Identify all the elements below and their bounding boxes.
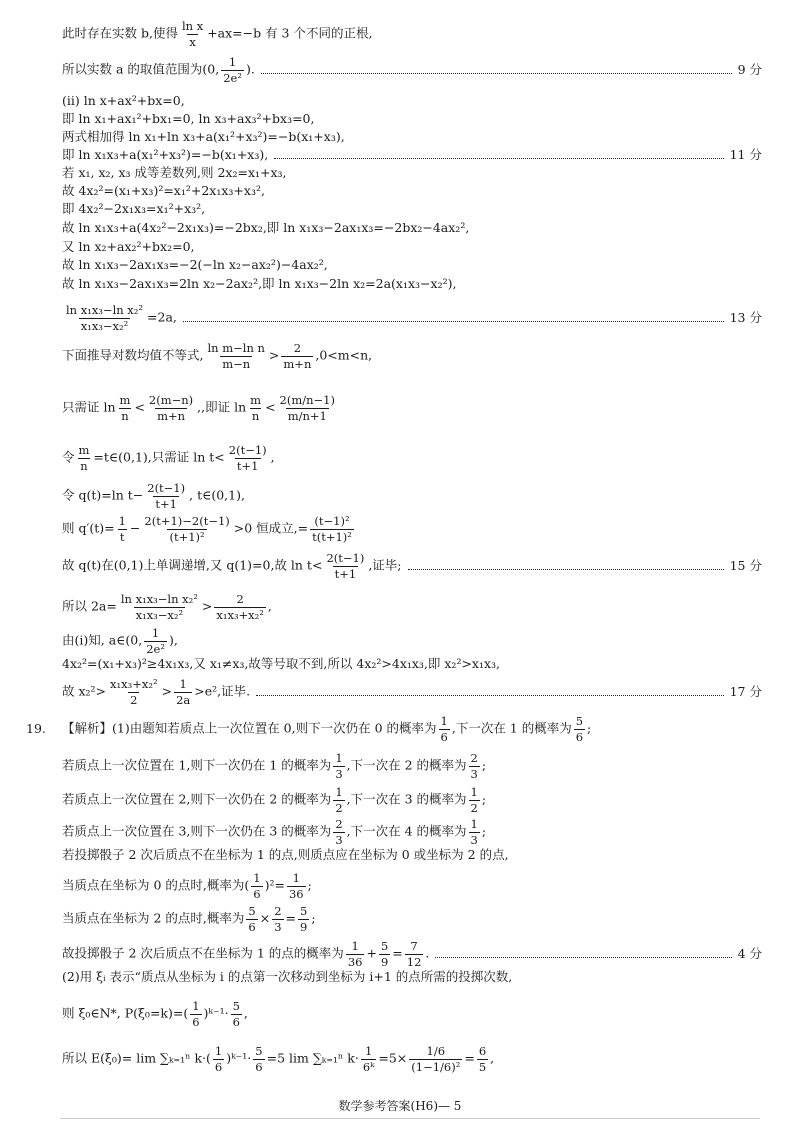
numerator: 1 — [440, 714, 448, 728]
denominator: 6 — [253, 886, 261, 901]
denominator: t(t+1)² — [312, 529, 352, 544]
denominator: 6 — [232, 1014, 240, 1029]
fraction — [221, 56, 244, 84]
numerator: 1/6 — [426, 1044, 446, 1058]
fraction — [180, 20, 205, 48]
numerator: 1 — [118, 514, 126, 528]
solution-line — [62, 56, 762, 84]
line-segment: )ᵏ⁻¹· — [226, 1050, 252, 1066]
fraction — [574, 715, 585, 743]
line-segment: ), — [168, 632, 178, 648]
line-text — [62, 20, 372, 48]
fraction — [272, 905, 283, 933]
numerator: m — [250, 393, 262, 407]
fraction — [333, 786, 344, 814]
fraction — [142, 515, 231, 543]
solution-line — [62, 678, 762, 706]
denominator: 6 — [214, 1059, 223, 1074]
line-text — [62, 444, 275, 472]
line-segment: , — [243, 1005, 248, 1021]
score-mark: 11 分 — [729, 147, 762, 162]
line-segment: 所以实数 a 的取值范围为(0, — [62, 61, 220, 77]
fraction — [214, 593, 266, 621]
line-text — [62, 56, 255, 84]
fraction — [77, 444, 92, 472]
fraction — [361, 1045, 377, 1073]
line-segment: . — [425, 945, 430, 961]
line-segment: ,下一次在 3 的概率为 — [346, 791, 467, 807]
line-text — [62, 1000, 248, 1028]
line-segment: 令 — [62, 449, 75, 465]
line-segment: ,下一次在 1 的概率为 — [451, 720, 572, 736]
line-text — [62, 818, 486, 846]
fraction — [469, 818, 480, 846]
line-segment: , — [270, 449, 275, 465]
denominator: x₁x₃−x₂² — [135, 607, 184, 622]
numerator: 2 — [335, 817, 343, 831]
page-footer: 数学参考答案(H6)— 5 — [338, 1099, 462, 1113]
line-text — [62, 752, 486, 780]
solution-line — [62, 1045, 762, 1073]
line-segment: )²= — [264, 877, 285, 893]
fraction — [310, 515, 354, 543]
solution-line — [62, 593, 762, 621]
line-text — [62, 1045, 494, 1073]
solution-line — [62, 905, 762, 933]
fraction — [190, 1000, 201, 1028]
line-segment: 此时存在实数 b,使得 — [62, 25, 178, 41]
footer-rule — [60, 1118, 760, 1119]
line-segment: =5 lim ∑ₖ₌₁ⁿ k· — [266, 1050, 359, 1066]
solution-line — [62, 444, 762, 472]
line-segment: =2a, — [147, 309, 177, 325]
line-segment: 若质点上一次位置在 2,则下一次仍在 2 的概率为 — [62, 791, 332, 807]
line-segment: 即 ln x₁x₃+a(x₁²+x₃²)=−b(x₁+x₃), — [62, 147, 269, 162]
line-text — [62, 94, 185, 108]
numerator: ln x₁x₃−ln x₂² — [120, 592, 198, 606]
denominator: (t+1)² — [169, 529, 205, 544]
fraction — [118, 394, 133, 422]
solution-line — [62, 818, 762, 846]
leader-dots — [274, 158, 723, 159]
solution-line — [62, 304, 762, 332]
numerator: 7 — [410, 939, 418, 953]
solution-line — [62, 202, 762, 216]
line-segment: ,即证 ln — [201, 399, 247, 415]
numerator: 1 — [179, 677, 187, 691]
line-segment: < — [265, 399, 276, 415]
line-segment: 若质点上一次位置在 3,则下一次仍在 3 的概率为 — [62, 823, 332, 839]
line-text — [62, 970, 512, 984]
leader-dots — [408, 569, 724, 570]
denominator: 36 — [347, 954, 363, 969]
fraction — [174, 678, 192, 706]
line-segment: 当质点在坐标为 0 的点时,概率为( — [62, 877, 250, 893]
denominator: (1−1/6)² — [411, 1059, 461, 1074]
fraction — [251, 872, 262, 900]
line-segment: > — [268, 347, 280, 363]
line-text — [62, 593, 272, 621]
denominator: 9 — [380, 954, 389, 969]
line-text — [62, 130, 345, 144]
line-segment: + — [366, 945, 377, 961]
line-segment: ; — [307, 877, 312, 893]
line-segment: ,证毕; — [368, 557, 402, 573]
line-segment: 由(ⅰ)知, a∈(0, — [62, 632, 143, 648]
line-text — [62, 715, 591, 743]
line-segment: , t∈(0,1), — [189, 487, 245, 503]
fraction — [469, 752, 480, 780]
line-segment: 若 x₁, x₂, x₃ 成等差数列,则 2x₂=x₁+x₃, — [62, 165, 287, 180]
line-segment: 令 q(t)=ln t− — [62, 487, 144, 503]
line-segment: = — [297, 520, 309, 536]
denominator: 6 — [192, 1014, 200, 1029]
line-segment: +ax=−b 有 3 个不同的正根, — [207, 25, 373, 41]
score-mark: 9 分 — [737, 61, 762, 77]
solution-line — [62, 786, 762, 814]
line-text — [62, 258, 328, 272]
solution-line — [62, 258, 762, 272]
solution-line — [62, 240, 762, 254]
line-segment: >e²,证毕. — [194, 683, 251, 699]
numerator: x₁x₃+x₂² — [110, 677, 158, 691]
numerator: (t−1)² — [314, 514, 350, 528]
denominator: t+1 — [334, 566, 357, 581]
fraction — [298, 905, 309, 933]
solution-line — [62, 20, 762, 48]
numerator: m — [78, 443, 90, 457]
denominator: x₁x₃−x₂² — [80, 318, 129, 333]
fraction — [333, 752, 344, 780]
solution-line — [62, 940, 762, 968]
line-segment: )ᵏ⁻¹· — [203, 1005, 229, 1021]
denominator: t+1 — [155, 496, 177, 511]
solution-line — [26, 714, 762, 744]
denominator: 3 — [470, 766, 478, 781]
solution-line — [62, 515, 762, 543]
numerator: 1 — [470, 817, 478, 831]
line-segment: ). — [245, 61, 255, 77]
solution-line — [62, 394, 762, 422]
line-segment: = — [464, 1050, 475, 1066]
score-mark: 4 分 — [737, 945, 762, 961]
fraction — [253, 1045, 264, 1073]
numerator: 2 — [293, 341, 302, 355]
numerator: 2 — [470, 751, 478, 765]
line-segment: >0 恒成立, — [233, 520, 298, 536]
fraction — [145, 482, 187, 510]
line-segment: =t∈(0,1),只需证 ln t< — [93, 449, 225, 465]
score-mark: 13 分 — [729, 309, 762, 325]
score-mark: 15 分 — [729, 557, 762, 573]
denominator: 2a — [176, 692, 191, 707]
line-segment: 故 4x₂²=(x₁+x₃)²=x₁²+2x₁x₃+x₃², — [62, 183, 265, 198]
line-segment: 故 x₂²> — [62, 683, 107, 699]
solution-line — [62, 148, 762, 162]
line-segment: , — [267, 598, 272, 614]
numerator: 2(m−n) — [148, 393, 194, 407]
fraction — [64, 304, 145, 332]
line-text — [62, 202, 205, 216]
line-segment: 故 ln x₁x₃+a(4x₂²−2x₁x₃)=−2bx₂,即 ln x₁x₃−2ax₁x₃=−2bx₂−4ax₂², — [62, 220, 470, 235]
solution-line — [62, 482, 762, 510]
solution-line — [62, 627, 762, 655]
fraction — [144, 627, 167, 655]
line-segment: 若投掷骰子 2 次后质点不在坐标为 1 的点,则质点应在坐标为 0 或坐标为 2 的点, — [62, 847, 509, 862]
line-segment: ; — [481, 823, 487, 839]
solution-line — [62, 752, 762, 780]
numerator: 1 — [335, 785, 343, 799]
fraction — [333, 818, 344, 846]
denominator: n — [251, 408, 260, 423]
line-segment: 两式相加得 ln x₁+ln x₃+a(x₁²+x₃²)=−b(x₁+x₃), — [62, 129, 345, 144]
line-segment: 4x₂²=(x₁+x₃)²≥4x₁x₃,又 x₁≠x₃,故等号取不到,所以 4x₂²>4x₁x₃,即 x₂²>x₁x₃, — [62, 656, 501, 671]
score-mark: 17 分 — [729, 683, 762, 699]
denominator: m/n+1 — [287, 408, 327, 423]
denominator: n — [80, 458, 88, 473]
line-text — [62, 940, 429, 968]
solution-line — [62, 342, 762, 370]
numerator: 5 — [380, 939, 389, 953]
solution-line — [62, 848, 762, 862]
fraction — [205, 342, 266, 370]
fraction — [213, 1045, 224, 1073]
line-text — [62, 148, 268, 162]
solution-line — [62, 94, 762, 108]
denominator: 6 — [440, 729, 448, 744]
line-text — [62, 277, 456, 291]
denominator: 3 — [335, 832, 343, 847]
numerator: 5 — [248, 904, 256, 918]
line-segment: > — [201, 598, 213, 614]
solution-line — [62, 112, 762, 126]
line-segment: 故 ln x₁x₃−2ax₁x₃=2ln x₂−2ax₂²,即 ln x₁x₃−2ln x₂=2a(x₁x₃−x₂²), — [62, 276, 457, 291]
line-segment: 只需证 ln — [62, 399, 116, 415]
denominator: m−n — [222, 356, 251, 371]
fraction — [278, 394, 337, 422]
solution-line — [62, 130, 762, 144]
fraction — [324, 552, 366, 580]
line-text — [62, 342, 372, 370]
line-segment: 所以 2a= — [62, 598, 117, 614]
denominator: 6 — [255, 1059, 263, 1074]
denominator: x₁x₃+x₂² — [216, 607, 264, 622]
numerator: 1 — [192, 999, 200, 1013]
solution-line — [62, 970, 762, 984]
denominator: t — [119, 529, 125, 544]
line-segment: ,下一次在 2 的概率为 — [346, 757, 467, 773]
denominator: t+1 — [236, 458, 259, 473]
denominator: 3 — [335, 766, 343, 781]
numerator: ln x — [181, 19, 204, 33]
leader-dots — [183, 321, 724, 322]
line-segment: , — [490, 1050, 495, 1066]
denominator: 2 — [470, 800, 478, 815]
line-segment: ; — [311, 910, 316, 926]
denominator: 2e² — [223, 70, 242, 85]
denominator: 2 — [335, 800, 343, 815]
numerator: 1 — [214, 1044, 223, 1058]
denominator: 6ᵏ — [362, 1059, 375, 1074]
numerator: 5 — [232, 999, 240, 1013]
line-text — [62, 552, 402, 580]
line-segment: ,0<m<n, — [315, 347, 373, 363]
line-segment: − — [129, 520, 141, 536]
denominator: x — [189, 34, 196, 49]
line-text — [62, 184, 265, 198]
line-text — [62, 240, 195, 254]
denominator: 3 — [470, 832, 478, 847]
line-segment: 【解析】(1)由题知若质点上一次位置在 0,则下一次仍在 0 的概率为 — [62, 720, 437, 736]
numerator: 2(t−1) — [147, 481, 186, 495]
denominator: 5 — [478, 1059, 487, 1074]
leader-dots — [435, 957, 731, 958]
question-number: 19. — [26, 720, 46, 736]
numerator: 5 — [575, 714, 584, 728]
line-segment: 又 ln x₂+ax₂²+bx₂=0, — [62, 239, 195, 254]
line-text — [62, 786, 486, 814]
numerator: 2(m/n−1) — [279, 393, 335, 407]
solution-line — [62, 552, 762, 580]
line-segment: ; — [481, 791, 487, 807]
line-segment: = — [392, 945, 403, 961]
solution-line — [62, 1000, 762, 1028]
denominator: 36 — [288, 886, 304, 901]
solution-line — [62, 166, 762, 180]
fraction — [409, 1045, 462, 1073]
numerator: 2(t+1)−2(t−1) — [144, 514, 230, 528]
line-segment: 故投掷骰子 2 次后质点不在坐标为 1 的点的概率为 — [62, 945, 344, 961]
fraction — [227, 444, 269, 472]
numerator: m — [119, 393, 131, 407]
line-segment: 即 ln x₁+ax₁²+bx₁=0, ln x₃+ax₃²+bx₃=0, — [62, 111, 315, 126]
line-text — [62, 482, 245, 510]
line-segment: < — [134, 399, 145, 415]
line-text — [62, 657, 500, 671]
line-segment: ; — [481, 757, 487, 773]
fraction — [439, 715, 450, 743]
denominator: 2e² — [146, 641, 165, 656]
line-segment: ; — [587, 720, 592, 736]
solution-line — [62, 277, 762, 291]
line-text — [62, 627, 178, 655]
line-text — [62, 221, 469, 235]
fraction — [246, 905, 257, 933]
line-segment: =5× — [378, 1050, 408, 1066]
numerator: 2 — [274, 904, 282, 918]
fraction — [405, 940, 424, 968]
line-segment: , — [197, 399, 202, 415]
solution-line — [62, 657, 762, 671]
denominator: m+n — [283, 356, 312, 371]
line-text — [62, 166, 287, 180]
numerator: 2(t−1) — [326, 551, 365, 565]
fraction — [281, 342, 313, 370]
denominator: 6 — [248, 919, 256, 934]
denominator: 6 — [575, 729, 584, 744]
line-segment: 当质点在坐标为 2 的点时,概率为 — [62, 910, 245, 926]
numerator: 1 — [351, 939, 359, 953]
denominator: n — [121, 408, 129, 423]
line-segment: 若质点上一次位置在 1,则下一次仍在 1 的概率为 — [62, 757, 332, 773]
solution-line — [62, 872, 762, 900]
numerator: 5 — [255, 1044, 263, 1058]
numerator: 2 — [236, 592, 244, 606]
numerator: ln x₁x₃−ln x₂² — [66, 303, 144, 317]
line-segment: > — [161, 683, 173, 699]
line-text — [62, 515, 356, 543]
line-text — [62, 872, 312, 900]
solution-line — [62, 184, 762, 198]
line-text — [62, 905, 316, 933]
numerator: 2(t−1) — [228, 443, 267, 457]
denominator: 2 — [130, 692, 138, 707]
line-segment: 所以 E(ξ₀)= lim ∑ₖ₌₁ⁿ k·( — [62, 1050, 211, 1066]
line-segment: 则 q′(t)= — [62, 520, 115, 536]
numerator: 1 — [292, 871, 300, 885]
line-segment: × — [259, 910, 271, 926]
numerator: 1 — [335, 751, 343, 765]
denominator: 12 — [406, 954, 422, 969]
numerator: ln m−ln n — [207, 341, 265, 355]
denominator: m+n — [157, 408, 186, 423]
numerator: 1 — [151, 626, 160, 640]
line-segment: 故 ln x₁x₃−2ax₁x₃=−2(−ln x₂−ax₂²)−4ax₂², — [62, 257, 328, 272]
fraction — [248, 394, 263, 422]
line-segment: 即 4x₂²−2x₁x₃=x₁²+x₃², — [62, 201, 206, 216]
fraction — [469, 786, 480, 814]
numerator: 1 — [470, 785, 478, 799]
leader-dots — [261, 73, 732, 74]
solution-line — [62, 221, 762, 235]
line-segment: = — [285, 910, 296, 926]
fraction — [108, 678, 160, 706]
line-segment: 则 ξ₀∈N*, P(ξ₀=k)=( — [62, 1005, 189, 1021]
numerator: 5 — [300, 904, 308, 918]
numerator: 1 — [364, 1044, 373, 1058]
numerator: 1 — [228, 55, 237, 69]
fraction — [147, 394, 195, 422]
denominator: 9 — [300, 919, 308, 934]
leader-dots — [256, 695, 724, 696]
line-segment: 下面推导对数均值不等式, — [62, 347, 204, 363]
fraction — [119, 593, 200, 621]
denominator: 3 — [274, 919, 282, 934]
line-text — [62, 304, 177, 332]
fraction — [346, 940, 365, 968]
fraction — [287, 872, 306, 900]
numerator: 1 — [253, 871, 261, 885]
line-text — [62, 112, 314, 126]
fraction — [231, 1000, 242, 1028]
line-text — [62, 394, 339, 422]
line-segment: (ⅱ) ln x+ax²+bx=0, — [62, 93, 185, 108]
numerator: 6 — [478, 1044, 487, 1058]
line-segment: ,下一次在 4 的概率为 — [346, 823, 467, 839]
fraction — [117, 515, 128, 543]
line-text — [62, 848, 509, 862]
line-text — [62, 678, 250, 706]
fraction — [379, 940, 390, 968]
line-segment: (2)用 ξᵢ 表示“质点从坐标为 i 的点第一次移动到坐标为 i+1 的点所需的投掷次数, — [62, 969, 513, 984]
line-segment: 故 q(t)在(0,1)上单调递增,又 q(1)=0,故 ln t< — [62, 557, 323, 573]
fraction — [477, 1045, 488, 1073]
